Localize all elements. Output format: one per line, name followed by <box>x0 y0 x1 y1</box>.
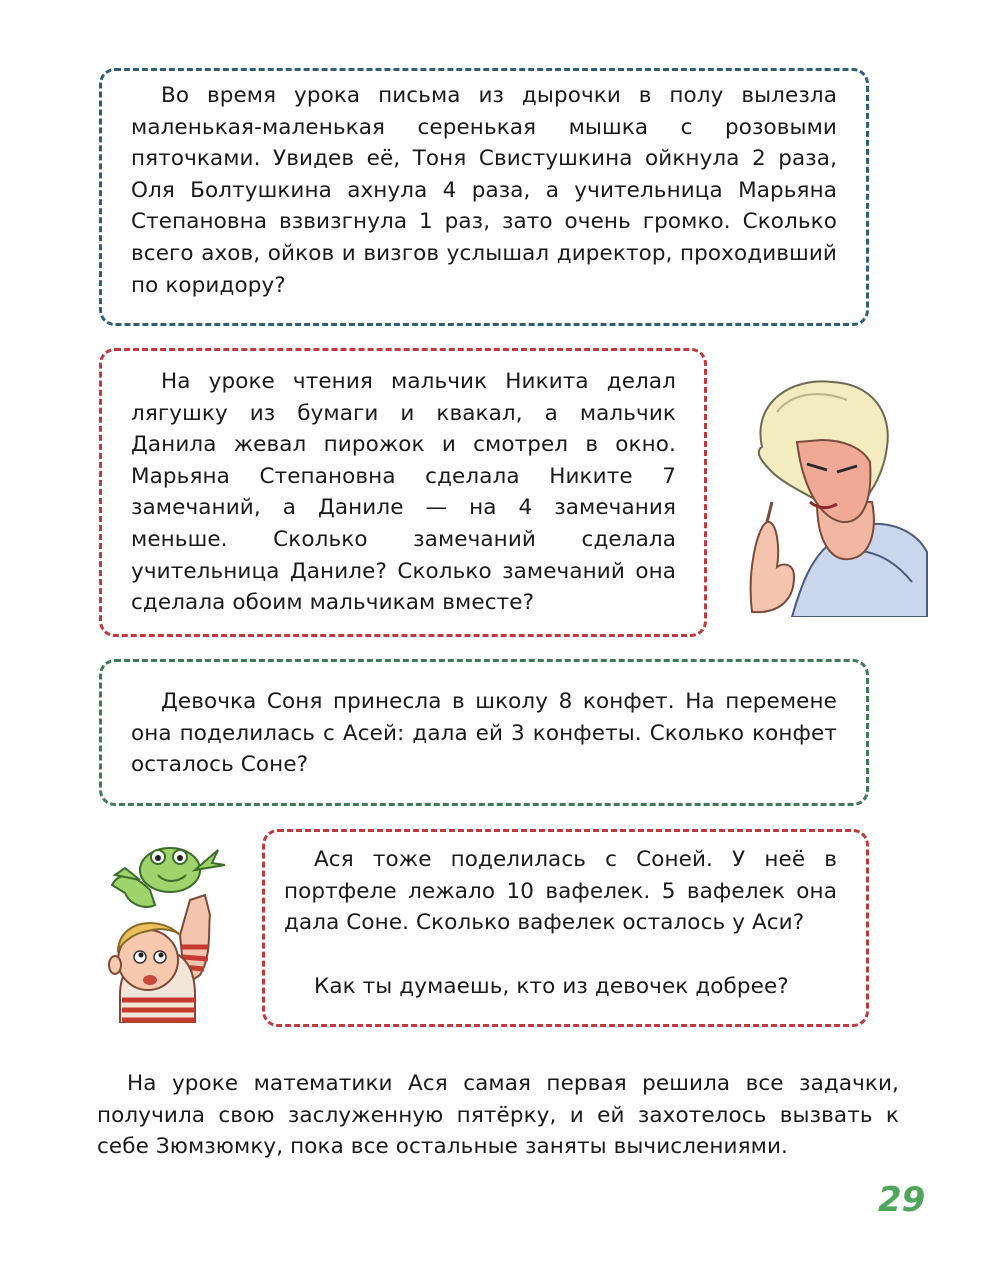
task-text-2: На уроке чтения мальчик Никита делал лягушку из бумаги и квакал, а мальчик Данила жевал пирожок и смотрел в окно. Марьяна Степановна сделала Никите 7 замечаний, а Даниле — на 4 замечания меньше. Сколько замечаний сделала учительница Даниле? Сколько замечаний она сделала обоим мальчикам вместе? <box>131 369 676 616</box>
task-question-4: Как ты думаешь, кто из девочек добрее? <box>314 974 789 999</box>
task-text-4: Ася тоже поделилась с Соней. У неё в портфеле лежало 10 вафелек. 5 вафелек она дала Соне. Сколько вафелек осталось у Аси? <box>284 847 837 936</box>
page-number: 29 <box>878 1180 926 1220</box>
task-text-1: Во время урока письма из дырочки в полу вылезла маленькая-маленькая серенькая мышка с розовыми пяточками. Увидев её, Тоня Свистушкина ойкнула 2 раза, Оля Болтушкина ахнула 4 раза, а учительница Марьяна Степановна взвизгнула 1 раз, зато очень громко. Сколько всего ахов, ойков и визгов услышал директор, проходивший по коридору? <box>131 83 837 298</box>
task-text-3: Девочка Соня принесла в школу 8 конфет. На перемене она поделилась с Асей: дала ей 3 конфеты. Сколько конфет осталось Соне? <box>131 689 837 778</box>
teacher-illustration <box>722 352 932 617</box>
boy-with-frog-illustration <box>100 835 230 1023</box>
closing-paragraph: На уроке математики Ася самая первая решила все задачки, получила свою заслуженную пятёрку, и ей захотелось вызвать к себе Зюмзюмку, пока все остальные заняты вычислениями. <box>97 1071 899 1160</box>
